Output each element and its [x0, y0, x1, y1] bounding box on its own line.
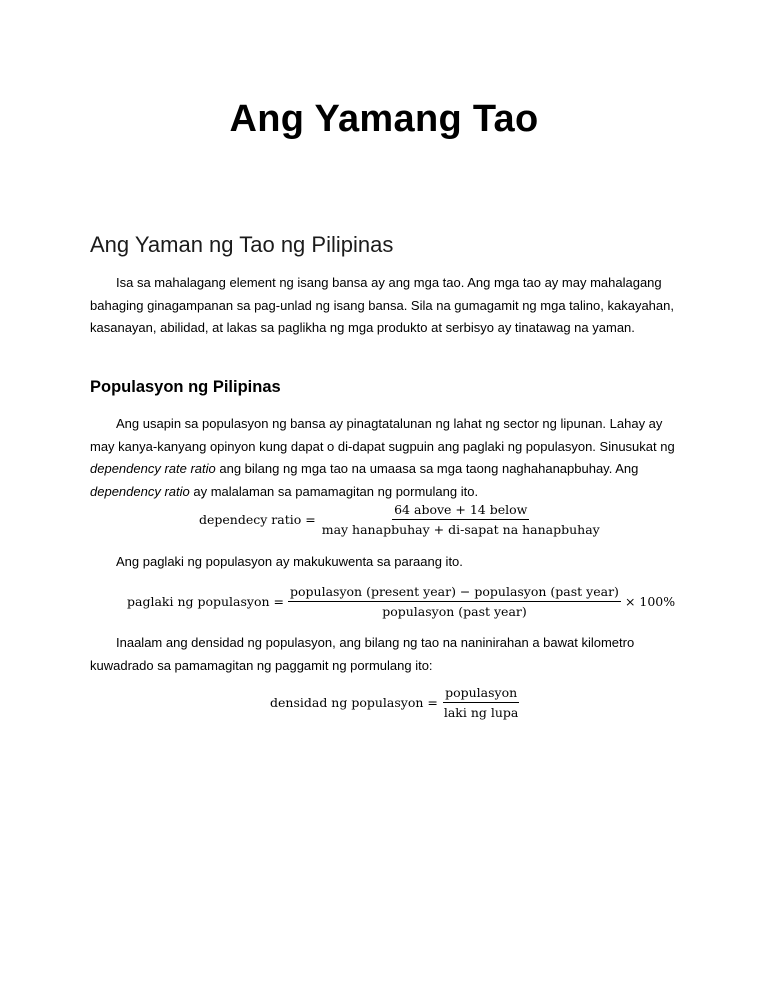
- text-part: ay malalaman sa pamamagitan ng pormulang ito.: [189, 483, 479, 499]
- emphasis-term: dependency ratio: [90, 483, 190, 499]
- page-title: Ang Yamang Tao: [229, 98, 539, 140]
- fraction-denominator: may hanapbuhay + di-sapat na hanapbuhay: [321, 522, 600, 537]
- fraction-numerator: populasyon: [443, 685, 519, 703]
- emphasis-term: dependency rate ratio: [90, 461, 216, 476]
- paragraph-paglaki: [90, 551, 690, 574]
- paragraph-yaman: [90, 272, 690, 340]
- fraction: [288, 584, 621, 619]
- fraction-numerator: 64 above + 14 below: [392, 502, 529, 520]
- section-heading-yaman: Ang Yaman ng Tao ng Pilipinas: [90, 232, 394, 257]
- fraction-denominator: laki ng lupa: [443, 705, 519, 720]
- paragraph-text: Ang paglaki ng populasyon ay makukuwenta sa paraang ito.: [116, 554, 463, 569]
- formula-paglaki: [127, 584, 675, 619]
- fraction: [320, 502, 602, 537]
- fraction: [442, 685, 521, 720]
- text-part: Ang usapin sa populasyon ng bansa ay pinagtatalunan ng lahat ng sector ng lipunan. Lahay ay may kanya-kanyang opinyon kung dapat o di-dapat sugpuin ang paglaki ng populasyon. Sinusukat ng: [90, 416, 675, 454]
- paragraph-densidad: [90, 632, 690, 677]
- paragraph-text: Inaalam ang densidad ng populasyon, ang bilang ng tao na naninirahan a bawat kilometro kuwadrado sa pamamagitan ng paggamit ng pormulang ito:: [90, 635, 635, 673]
- formula-lhs: dependecy ratio =: [199, 512, 316, 527]
- fraction-numerator: populasyon (present year) − populasyon (past year): [288, 584, 621, 602]
- formula-lhs: paglaki ng populasyon =: [127, 594, 285, 609]
- section-heading-populasyon: Populasyon ng Pilipinas: [90, 378, 281, 396]
- formula-densidad: [270, 685, 522, 720]
- formula-dependency-ratio: [199, 502, 604, 537]
- paragraph-text: Isa sa mahalagang element ng isang bansa ay ang mga tao. Ang mga tao ay may mahalagang bahaging ginagampanan sa pag-unlad ng isang bansa. Sila na gumagamit ng mga talino, kakayahan, kasanayan, abilidad, at lakas sa paglikha ng mga produkto at serbisyo ay tinatawag na yaman.: [90, 275, 674, 335]
- fraction-denominator: populasyon (past year): [382, 604, 527, 619]
- formula-lhs: densidad ng populasyon =: [270, 695, 438, 710]
- text-part: ang bilang ng mga tao na umaasa sa mga taong naghahanapbuhay. Ang: [215, 461, 639, 476]
- formula-multiplier: × 100%: [624, 594, 676, 609]
- paragraph-populasyon: [90, 413, 690, 503]
